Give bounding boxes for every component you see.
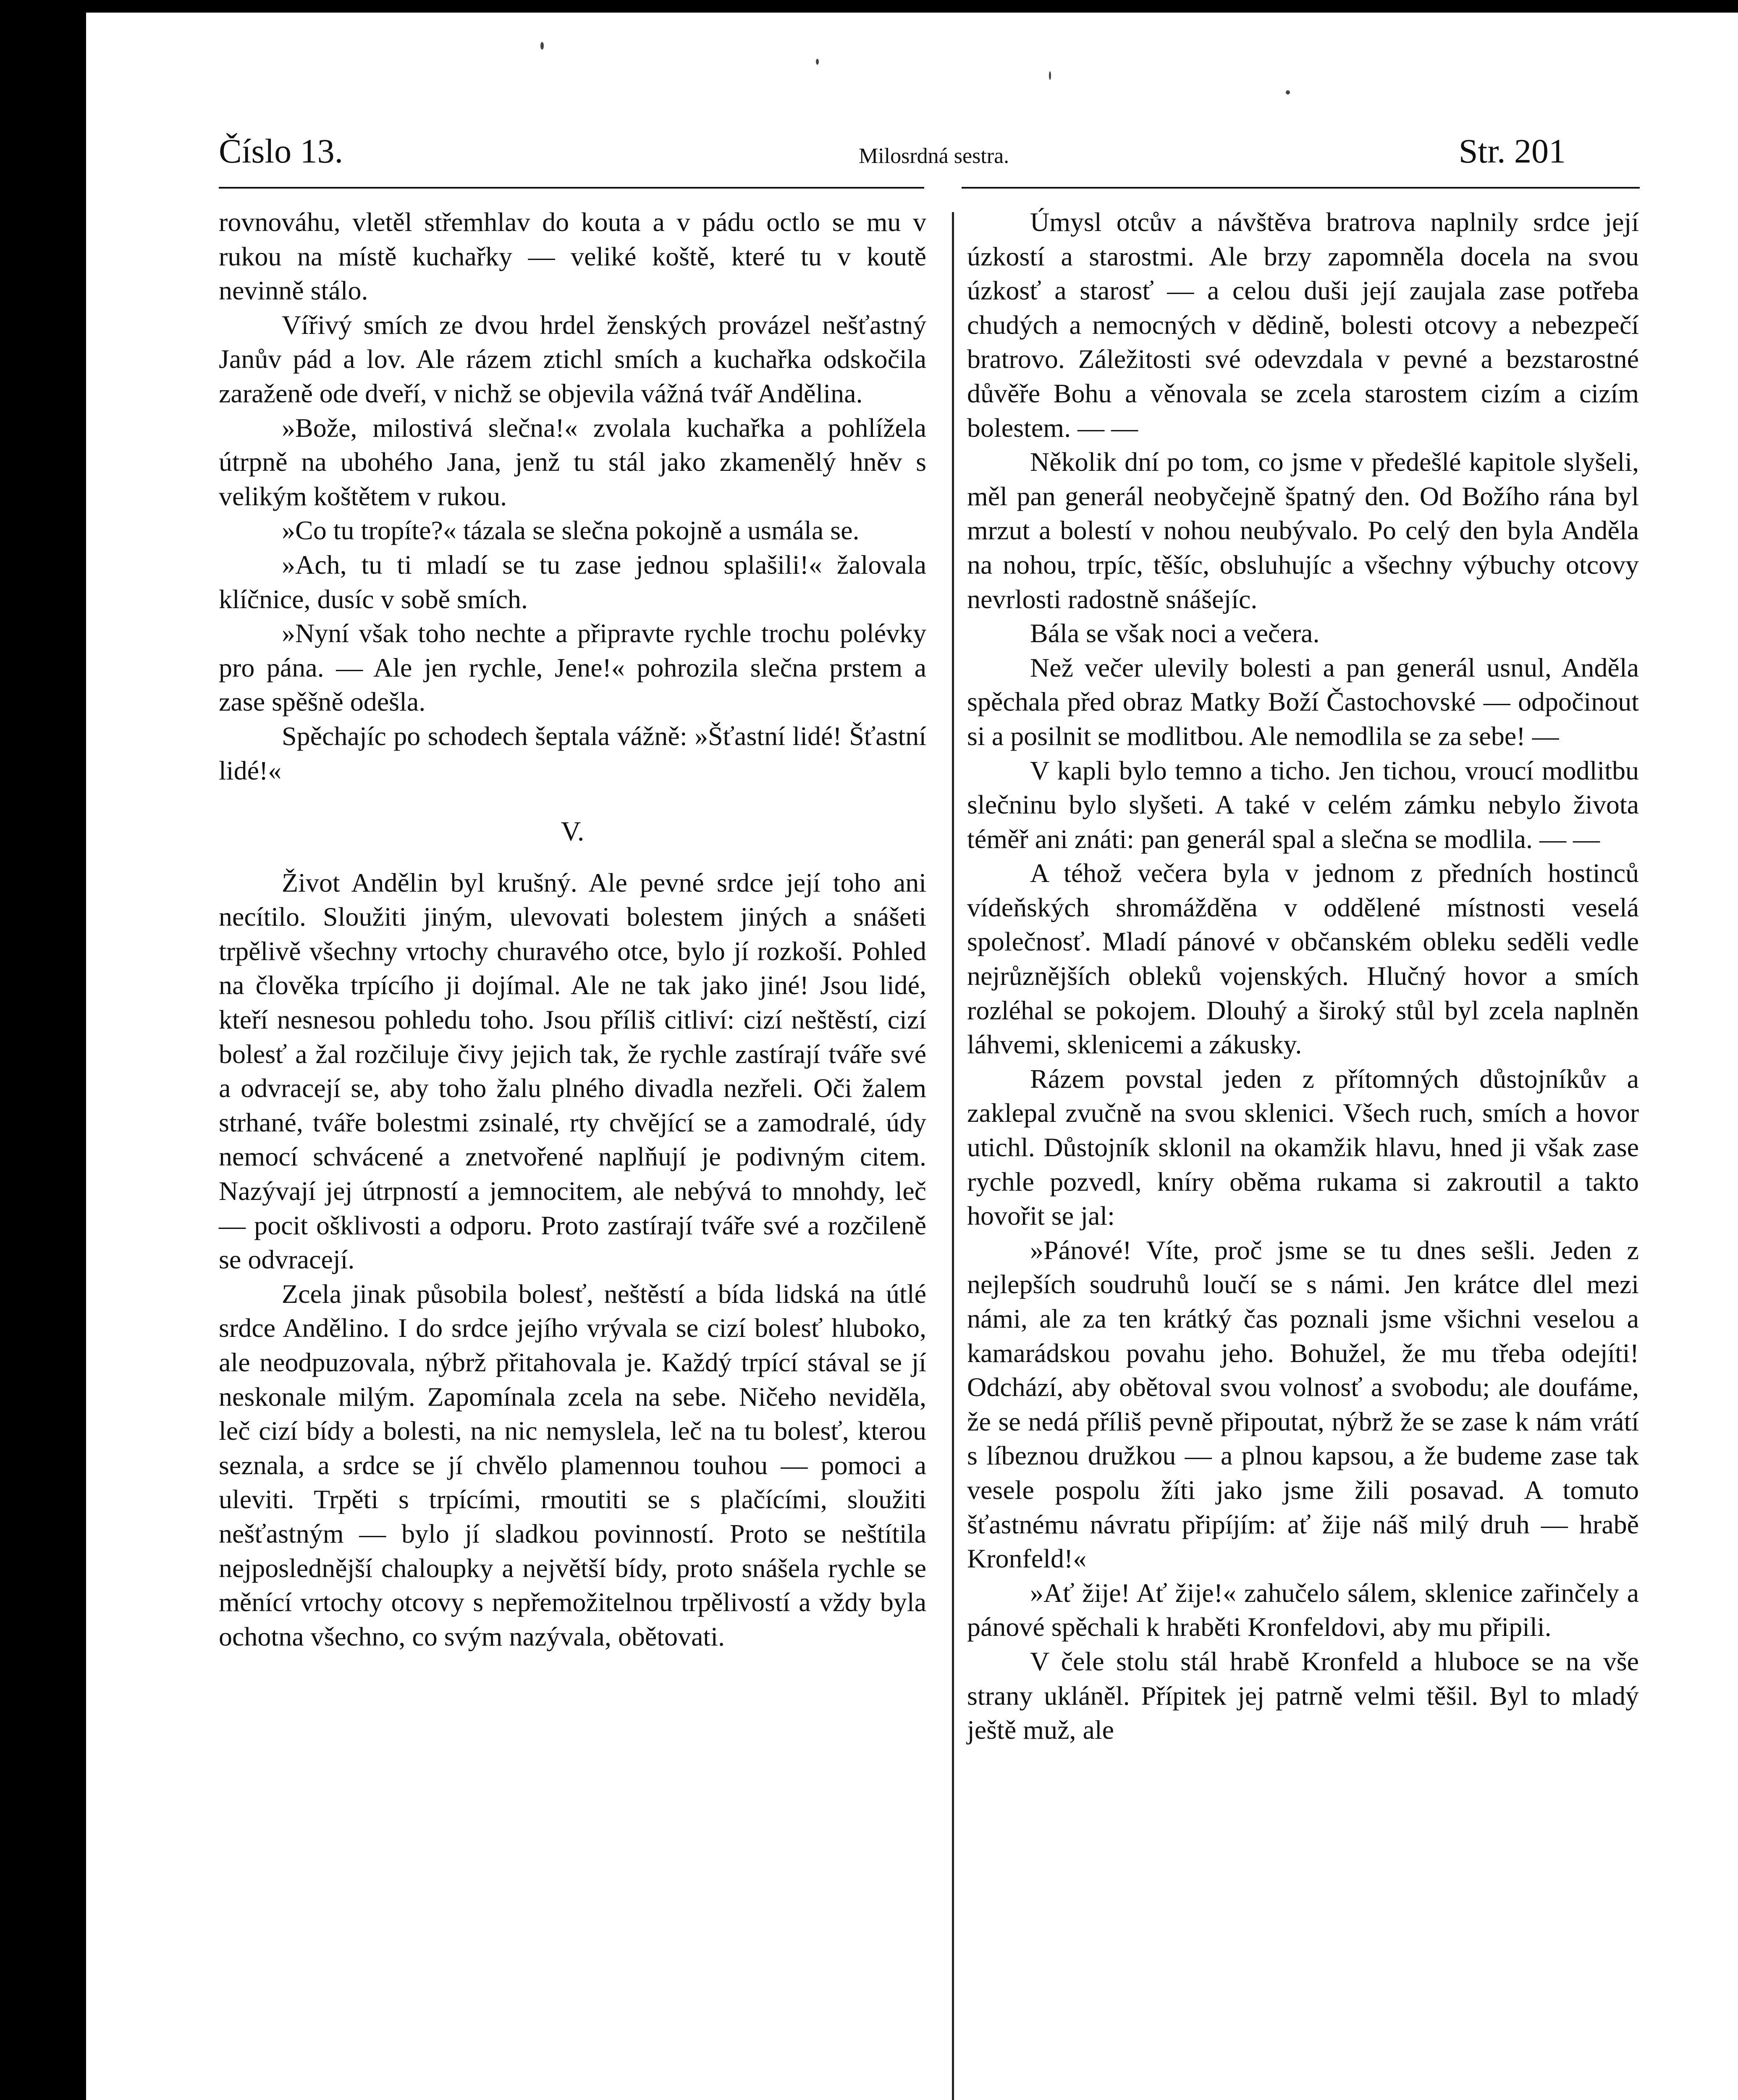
paragraph: Než večer ulevily bolesti a pan generál usnul, Anděla spěchala před obraz Matky Boží Častochovské — odpočinout si a posilnit se modlitbou. Ale nemodlila se za sebe! —	[967, 652, 1639, 751]
scan-speck	[816, 59, 819, 65]
page	[86, 13, 1738, 2100]
paragraph: V čele stolu stál hrabě Kronfeld a hluboce se na vše strany ukláněl. Přípitek jej patrně velmi těšil. Byl to mladý ještě muž, ale	[967, 1646, 1639, 1745]
page-number: Str. 201	[1458, 132, 1566, 170]
column-divider	[952, 212, 954, 2100]
paragraph: Rázem povstal jeden z přítomných důstojníkův a zaklepal zvučně na svou sklenici. Všech ruch, smích a hovor utichl. Důstojník sklonil na okamžik hlavu, hned ji však zase rychle pozvedl, kníry oběma rukama si zakroutil a takto hovořit se jal:	[967, 1063, 1639, 1231]
chapter-heading: V.	[561, 816, 585, 847]
header-rule-left	[219, 187, 924, 189]
header-rule-right	[962, 187, 1640, 189]
left-column	[219, 205, 926, 1654]
right-column	[967, 205, 1639, 1747]
paragraph: »Co tu tropíte?« tázala se slečna pokojně a usmála se.	[282, 515, 860, 546]
periodical-title: Milosrdná sestra.	[859, 144, 1009, 168]
paragraph: Bála se však noci a večera.	[1030, 618, 1320, 648]
paragraph: Několik dní po tom, co jsme v předešlé kapitole slyšeli, měl pan generál neobyčejně špatný den. Od Božího rána byl mrzut a bolestí v nohou neubývalo. Po celý den byla Anděla na nohou, trpíc, těšíc, obsluhujíc a všechny výbuchy otcovy nevrlosti radostně snášejíc.	[967, 447, 1639, 614]
scan-speck	[1049, 71, 1051, 80]
scan-speck	[1286, 90, 1290, 94]
paragraph: »Pánové! Víte, proč jsme se tu dnes sešli. Jeden z nejlepších soudruhů loučí se s námi. Jen krátce dlel mezi námi, ale za ten krátký čas poznali jsme všichni veselou a kamarádskou povahu jeho. Bohužel, že mu třeba odejíti! Odchází, aby obětoval svou volnosť a svobodu; ale doufáme, že se nedá příliš pevně připoutat, nýbrž že se zase k nám vrátí s líbeznou družkou — a plnou kapsou, a že budeme zase tak vesele pospolu žíti jako jsme žili posavad. A tomuto šťastnému návratu připíjím: ať žije náš milý druh — hrabě Kronfeld!«	[967, 1235, 1639, 1574]
paragraph: Úmysl otcův a návštěva bratrova naplnily srdce její úzkostí a starostmi. Ale brzy zapomněla docela na svou úzkosť a starosť — a celou duši její zaujala zase potřeba chudých a nemocných v dědině, bolesti otcovy a nebezpečí bratrovo. Záležitosti své odevzdala v pevné a bezstarostné důvěře Bohu a věnovala se zcela starostem cizím a cizím bolestem. — —	[967, 207, 1639, 443]
paragraph: Zcela jinak působila bolesť, neštěstí a bída lidská na útlé srdce Andělino. I do srdce jejího vrývala se cizí bolesť hluboko, ale neodpuzovala, nýbrž přitahovala je. Každý trpící stával se jí neskonale milým. Zapomínala zcela na sebe. Ničeho neviděla, leč cizí bídy a bolesti, na nic nemyslela, leč na tu bolesť, kterou seznala, a srdce se jí chvělo plamennou touhou — pomoci a uleviti. Trpěti s trpícími, rmoutiti se s plačícími, sloužiti nešťastným — bylo jí sladkou povinností. Proto se neštítila nejposlednější chaloupky a největší bídy, proto snášela rychle se měnící vrtochy otcovy s nepřemožitelnou trpělivostí a vždy byla ochotna všechno, co svým nazývala, obětovati.	[219, 1278, 926, 1651]
paragraph: »Ach, tu ti mladí se tu zase jednou splašili!« žalovala klíčnice, dusíc v sobě smích.	[219, 549, 926, 614]
scan-speck	[540, 42, 544, 50]
paragraph: Spěchajíc po schodech šeptala vážně: »Šťastní lidé! Šťastní lidé!«	[219, 721, 926, 785]
paragraph: rovnováhu, vletěl střemhlav do kouta a v pádu octlo se mu v rukou na místě kuchařky — veliké koště, které tu v koutě nevinně stálo.	[219, 207, 926, 306]
paragraph: Vířivý smích ze dvou hrdel ženských provázel nešťastný Janův pád a lov. Ale rázem ztichl smích a kuchařka odskočila zaraženě ode dveří, v nichž se objevila vážná tvář Andělina.	[219, 310, 926, 408]
paragraph: »Bože, milostivá slečna!« zvolala kuchařka a pohlížela útrpně na ubohého Jana, jenž tu stál jako zkamenělý hněv s velikým koštětem v rukou.	[219, 412, 926, 511]
paragraph: A téhož večera byla v jednom z předních hostinců vídeňských shromážděna v oddělené místnosti veselá společnosť. Mladí pánové v občanském obleku seděli vedle nejrůznějších obleků vojenských. Hlučný hovor a smích rozléhal se pokojem. Dlouhý a široký stůl byl zcela naplněn láhvemi, sklenicemi a zákusky.	[967, 858, 1639, 1060]
paragraph: »Nyní však toho nechte a připravte rychle trochu polévky pro pána. — Ale jen rychle, Jene!« pohrozila slečna prstem a zase spěšně odešla.	[219, 618, 926, 717]
issue-number: Číslo 13.	[219, 132, 343, 170]
paragraph: V kapli bylo temno a ticho. Jen tichou, vroucí modlitbu slečninu bylo slyšeti. A také v celém zámku nebylo života téměř ani znáti: pan generál spal a slečna se modlila. — —	[967, 755, 1639, 854]
paragraph: Život Andělin byl krušný. Ale pevné srdce její toho ani necítilo. Sloužiti jiným, ulevovati bolestem jiných a snášeti trpělivě všechny vrtochy churavého otce, bylo jí rozkoší. Pohled na člověka trpícího ji dojímal. Ale ne tak jako jiné! Jsou lidé, kteří nesnesou pohledu toho. Jsou příliš citliví: cizí neštěstí, cizí bolesť a žal rozčiluje čivy jejich tak, že rychle zastírají tváře své a odvracejí se, aby toho žalu plného divadla nezřeli. Oči žalem strhané, tváře bolestmi zsinalé, rty chvějící se a zamodralé, údy nemocí schvácené a znetvořené naplňují je podivným citem. Nazývají jej útrpností a jemnocitem, ale nebývá to mnohdy, leč — pocit ošklivosti a odporu. Proto zastírají tváře své a rozčileně se odvracejí.	[219, 867, 926, 1275]
paragraph: »Ať žije! Ať žije!« zahučelo sálem, sklenice zařinčely a pánové spěchali k hraběti Kronfeldovi, aby mu připili.	[967, 1578, 1639, 1642]
